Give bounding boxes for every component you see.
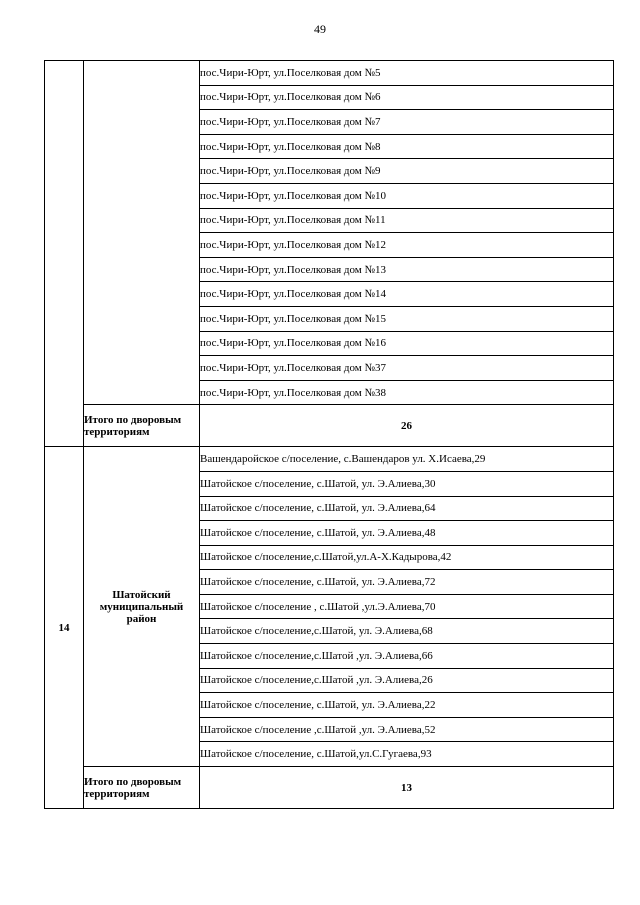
table-row bbox=[45, 61, 614, 86]
address-cell: Шатойское с/поселение, с.Шатой, ул. Э.Алиева,30 bbox=[200, 471, 614, 496]
address-cell: Шатойское с/поселение , с.Шатой ,ул.Э.Алиева,70 bbox=[200, 594, 614, 619]
address-cell: Шатойское с/поселение,с.Шатой, ул. Э.Алиева,68 bbox=[200, 619, 614, 644]
row-number: 14 bbox=[45, 447, 84, 809]
address-cell: пос.Чири-Юрт, ул.Поселковая дом №38 bbox=[200, 380, 614, 405]
address-cell: пос.Чири-Юрт, ул.Поселковая дом №37 bbox=[200, 356, 614, 381]
address-cell: пос.Чири-Юрт, ул.Поселковая дом №15 bbox=[200, 306, 614, 331]
address-cell: пос.Чири-Юрт, ул.Поселковая дом №5 bbox=[200, 61, 614, 86]
address-cell: Шатойское с/поселение, с.Шатой,ул.С.Гугаева,93 bbox=[200, 742, 614, 767]
district-name: Шатойский муниципальный район bbox=[84, 447, 200, 767]
address-cell: пос.Чири-Юрт, ул.Поселковая дом №7 bbox=[200, 110, 614, 135]
address-cell: Шатойское с/поселение,с.Шатой,ул.А-Х.Кадырова,42 bbox=[200, 545, 614, 570]
table-row bbox=[45, 447, 614, 472]
number-cell bbox=[45, 61, 84, 447]
address-cell: Вашендаройское с/поселение, с.Вашендаров ул. Х.Исаева,29 bbox=[200, 447, 614, 472]
address-cell: Шатойское с/поселение,с.Шатой ,ул. Э.Алиева,66 bbox=[200, 644, 614, 669]
district-cell bbox=[84, 61, 200, 405]
address-cell: пос.Чири-Юрт, ул.Поселковая дом №16 bbox=[200, 331, 614, 356]
address-cell: Шатойское с/поселение, с.Шатой, ул. Э.Алиева,22 bbox=[200, 693, 614, 718]
total-value: 13 bbox=[200, 767, 614, 809]
address-cell: пос.Чири-Юрт, ул.Поселковая дом №8 bbox=[200, 134, 614, 159]
address-cell: пос.Чири-Юрт, ул.Поселковая дом №14 bbox=[200, 282, 614, 307]
address-cell: пос.Чири-Юрт, ул.Поселковая дом №13 bbox=[200, 257, 614, 282]
total-row bbox=[45, 767, 614, 809]
address-cell: пос.Чири-Юрт, ул.Поселковая дом №12 bbox=[200, 233, 614, 258]
page-number: 49 bbox=[314, 22, 326, 36]
address-cell: Шатойское с/поселение ,с.Шатой ,ул. Э.Алиева,52 bbox=[200, 717, 614, 742]
total-label: Итого по дворовым территориям bbox=[84, 767, 200, 809]
address-cell: Шатойское с/поселение,с.Шатой ,ул. Э.Алиева,26 bbox=[200, 668, 614, 693]
address-cell: Шатойское с/поселение, с.Шатой, ул. Э.Алиева,64 bbox=[200, 496, 614, 521]
address-cell: пос.Чири-Юрт, ул.Поселковая дом №11 bbox=[200, 208, 614, 233]
total-value: 26 bbox=[200, 405, 614, 447]
address-cell: пос.Чири-Юрт, ул.Поселковая дом №9 bbox=[200, 159, 614, 184]
address-cell: пос.Чири-Юрт, ул.Поселковая дом №10 bbox=[200, 183, 614, 208]
address-cell: Шатойское с/поселение, с.Шатой, ул. Э.Алиева,72 bbox=[200, 570, 614, 595]
total-label: Итого по дворовым территориям bbox=[84, 405, 200, 447]
address-cell: Шатойское с/поселение, с.Шатой, ул. Э.Алиева,48 bbox=[200, 521, 614, 546]
courtyard-table bbox=[44, 60, 614, 809]
address-cell: пос.Чири-Юрт, ул.Поселковая дом №6 bbox=[200, 85, 614, 110]
total-row bbox=[45, 405, 614, 447]
